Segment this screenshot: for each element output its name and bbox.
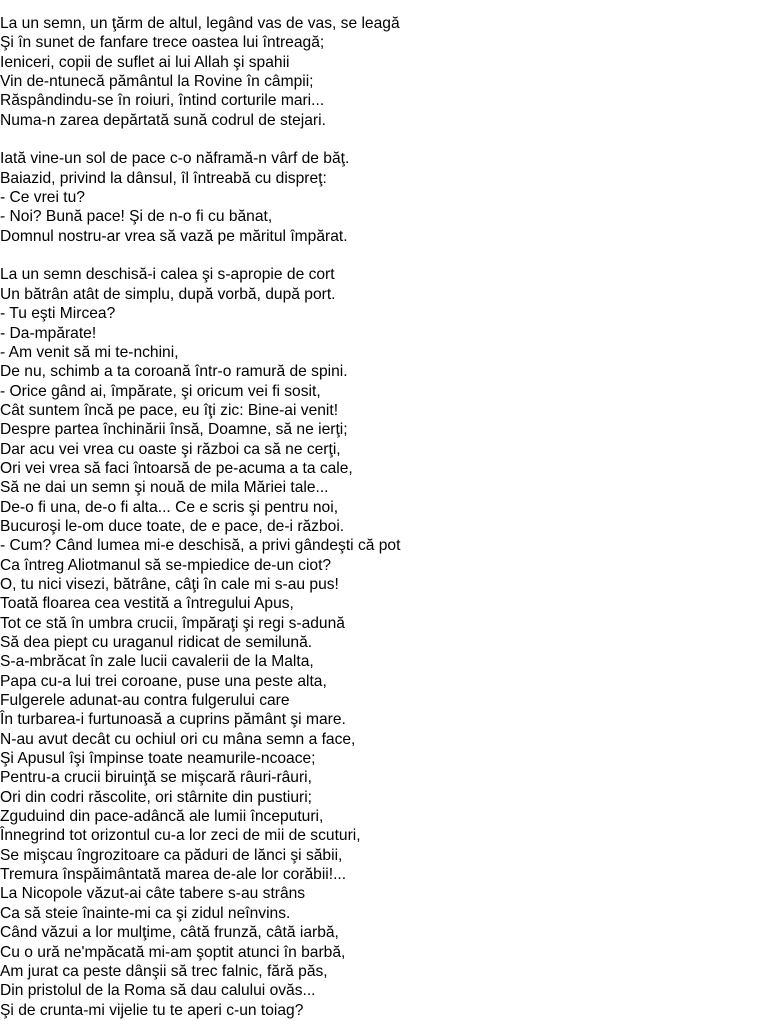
poem-line: - Ce vrei tu? <box>0 189 85 207</box>
poem-line: Se mişcau îngrozitoare ca păduri de lănci şi săbii, <box>0 846 343 864</box>
poem-line: - Noi? Bună pace! Şi de n-o fi cu bănat, <box>0 208 273 226</box>
poem-line: Tremura înspăimântată marea de-ale lor corăbii!... <box>0 866 347 884</box>
poem-line: Papa cu-a lui trei coroane, puse una peste alta, <box>0 672 327 690</box>
poem-line: Pentru-a crucii biruinţă se mişcară râuri-râuri, <box>0 769 312 787</box>
poem-line: Cât suntem încă pe pace, eu îţi zic: Bine-ai venit! <box>0 401 339 419</box>
poem-line: Din pristolul de la Roma să dau calului ovăs... <box>0 982 316 1000</box>
poem-line: Ca întreg Aliotmanul să se-mpiedice de-un ciot? <box>0 556 332 574</box>
poem-line: Despre partea închinării însă, Doamne, să ne ierţi; <box>0 421 348 439</box>
poem-line: Iată vine-un sol de pace c-o năframă-n vârf de băţ. <box>0 150 350 168</box>
poem-line: Dar acu vei vrea cu oaste şi război ca să ne cerţi, <box>0 440 341 458</box>
poem-line: Domnul nostru-ar vrea să vază pe măritul împărat. <box>0 227 348 245</box>
poem-line: - Am venit să mi te-nchini, <box>0 343 179 361</box>
poem-line: Ori vei vrea să faci întoarsă de pe-acuma a ta cale, <box>0 459 353 477</box>
poem-line: Ieniceri, copii de suflet ai lui Allah şi spahii <box>0 53 290 71</box>
poem-text <box>0 14 400 1020</box>
poem-line: Când văzui a lor mulţime, câtă frunză, câtă iarbă, <box>0 924 339 942</box>
poem-line: Tot ce stă în umbra crucii, împăraţi şi regi s-adună <box>0 614 345 632</box>
poem-line: Zguduind din pace-adâncă ale lumii începuturi, <box>0 808 324 826</box>
poem-line: La Nicopole văzut-ai câte tabere s-au strâns <box>0 885 306 903</box>
poem-line: Vin de-ntunecă pământul la Rovine în câmpii; <box>0 73 314 91</box>
poem-line: - Orice gând ai, împărate, şi oricum vei fi sosit, <box>0 382 321 400</box>
poem-line: Şi de crunta-mi vijelie tu te aperi c-un toiag? <box>0 1001 304 1019</box>
poem-line: Să dea piept cu uraganul ridicat de semilună. <box>0 634 313 651</box>
poem-line: Înnegrind tot orizontul cu-a lor zeci de mii de scuturi, <box>0 827 361 845</box>
poem-line: Să ne dai un semn şi nouă de mila Măriei tale... <box>0 479 329 497</box>
poem-line: Am jurat ca peste dânşii să trec falnic, fără păs, <box>0 962 328 980</box>
poem-line: În turbarea-i furtunoasă a cuprins pământ şi mare. <box>0 711 346 729</box>
poem-line: O, tu nici visezi, bătrâne, câţi în cale mi s-au pus! <box>0 575 339 593</box>
poem-line: - Da-mpărate! <box>0 324 97 342</box>
poem-line: De nu, schimb a ta coroană într-o ramură de spini. <box>0 363 348 381</box>
poem-line: Baiazid, privind la dânsul, îl întreabă cu dispreţ: <box>0 169 327 187</box>
poem-line: Bucuroşi le-om duce toate, de e pace, de-i război. <box>0 517 345 535</box>
stanza-2 <box>0 149 400 246</box>
poem-line: Cu o ură ne'mpăcată mi-am şoptit atunci în barbă, <box>0 943 346 961</box>
stanza-1 <box>0 14 400 130</box>
poem-line: Răspândindu-se în roiuri, întind corturile mari... <box>0 92 325 110</box>
poem-line: La un semn, un ţărm de altul, legând vas de vas, se leagă <box>0 15 400 32</box>
poem-line: Un bătrân atât de simplu, după vorbă, după port. <box>0 285 336 303</box>
poem-line: - Cum? Când lumea mi-e deschisă, a privi gândeşti că pot <box>0 537 401 555</box>
poem-line: Fulgerele adunat-au contra fulgerului care <box>0 692 290 710</box>
poem-line: S-a-mbrăcat în zale lucii cavalerii de la Malta, <box>0 653 314 671</box>
poem-line: La un semn deschisă-i calea şi s-apropie de cort <box>0 266 335 284</box>
poem-line: Şi în sunet de fanfare trece oastea lui întreagă; <box>0 34 325 52</box>
poem-line: Ori din codri răscolite, ori stârnite din pustiuri; <box>0 788 312 806</box>
stanza-3 <box>0 265 400 1019</box>
poem-line: Numa-n zarea depărtată sună codrul de stejari. <box>0 111 326 129</box>
poem-line: - Tu eşti Mircea? <box>0 305 116 323</box>
poem-line: De-o fi una, de-o fi alta... Ce e scris şi pentru noi, <box>0 498 339 516</box>
poem-line: Şi Apusul îşi împinse toate neamurile-ncoace; <box>0 750 316 768</box>
poem-line: Ca să steie înainte-mi ca şi zidul neînvins. <box>0 904 291 922</box>
poem-line: N-au avut decât cu ochiul ori cu mâna semn a face, <box>0 730 356 748</box>
poem-line: Toată floarea cea vestită a întregului Apus, <box>0 595 294 613</box>
